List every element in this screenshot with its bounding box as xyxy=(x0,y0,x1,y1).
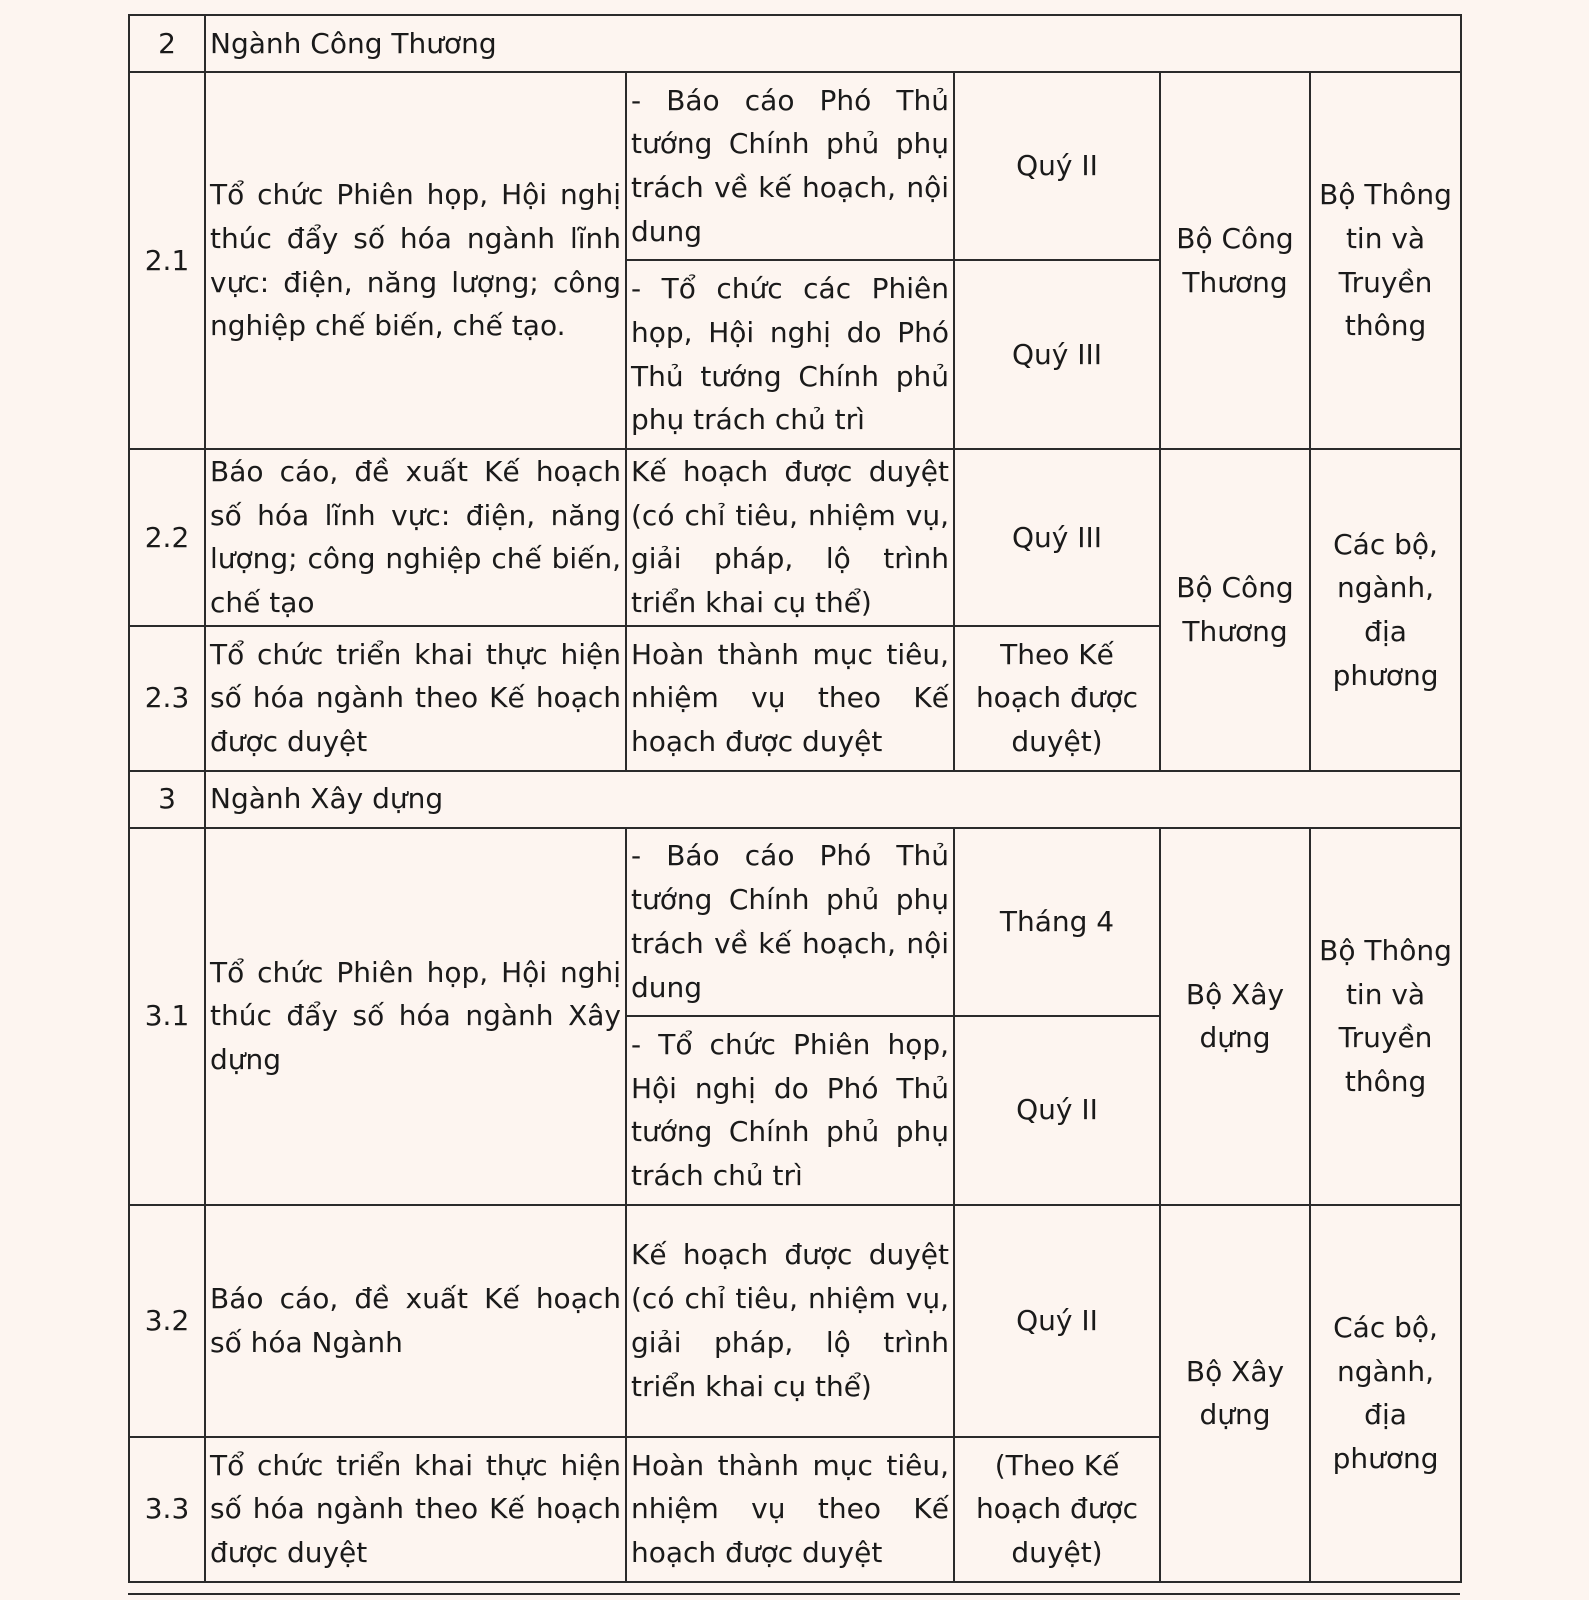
section-number: 3 xyxy=(129,771,205,828)
time-cell: Quý II xyxy=(954,1205,1160,1437)
time-cell: Tháng 4 xyxy=(954,828,1160,1016)
coordinating-agency-cell: Bộ Thông tin và Truyền thông xyxy=(1310,72,1461,449)
table-row xyxy=(129,72,1461,260)
time-cell: Quý III xyxy=(954,449,1160,626)
time-cell: Quý III xyxy=(954,260,1160,449)
row-number: 3.1 xyxy=(129,828,205,1205)
task-cell: Báo cáo, đề xuất Kế hoạch số hóa Ngành xyxy=(205,1205,626,1437)
row-number: 2.1 xyxy=(129,72,205,449)
product-cell: Kế hoạch được duyệt (có chỉ tiêu, nhiệm vụ, giải pháp, lộ trình triển khai cụ thể) xyxy=(626,1205,954,1437)
section-header-row xyxy=(129,771,1461,828)
row-number: 3.2 xyxy=(129,1205,205,1437)
time-cell: (Theo Kế hoạch được duyệt) xyxy=(954,1437,1160,1582)
plan-table xyxy=(128,14,1462,1583)
section-header-row xyxy=(129,15,1461,72)
product-cell: Hoàn thành mục tiêu, nhiệm vụ theo Kế hoạch được duyệt xyxy=(626,1437,954,1582)
coordinating-agency-cell: Các bộ, ngành, địa phương xyxy=(1310,449,1461,771)
lead-agency-cell: Bộ Công Thương xyxy=(1160,449,1310,771)
time-cell: Quý II xyxy=(954,72,1160,260)
lead-agency-cell: Bộ Công Thương xyxy=(1160,72,1310,449)
product-cell: - Báo cáo Phó Thủ tướng Chính phủ phụ trách về kế hoạch, nội dung xyxy=(626,72,954,260)
time-cell: Theo Kế hoạch được duyệt) xyxy=(954,626,1160,771)
product-cell: - Tổ chức Phiên họp, Hội nghị do Phó Thủ tướng Chính phủ phụ trách chủ trì xyxy=(626,1016,954,1205)
table-row xyxy=(129,1205,1461,1437)
time-cell: Quý II xyxy=(954,1016,1160,1205)
row-number: 2.3 xyxy=(129,626,205,771)
section-number: 2 xyxy=(129,15,205,72)
section-title: Ngành Xây dựng xyxy=(205,771,1461,828)
table-row xyxy=(129,828,1461,1016)
lead-agency-cell: Bộ Xây dựng xyxy=(1160,828,1310,1205)
task-cell: Tổ chức Phiên họp, Hội nghị thúc đẩy số hóa ngành Xây dựng xyxy=(205,828,626,1205)
task-cell: Tổ chức triển khai thực hiện số hóa ngành theo Kế hoạch được duyệt xyxy=(205,626,626,771)
product-cell: - Báo cáo Phó Thủ tướng Chính phủ phụ trách về kế hoạch, nội dung xyxy=(626,828,954,1016)
coordinating-agency-cell: Các bộ, ngành, địa phương xyxy=(1310,1205,1461,1582)
task-cell: Báo cáo, đề xuất Kế hoạch số hóa lĩnh vực: điện, năng lượng; công nghiệp chế biến, chế tạo xyxy=(205,449,626,626)
product-cell: Kế hoạch được duyệt (có chỉ tiêu, nhiệm vụ, giải pháp, lộ trình triển khai cụ thể) xyxy=(626,449,954,626)
task-cell: Tổ chức triển khai thực hiện số hóa ngành theo Kế hoạch được duyệt xyxy=(205,1437,626,1582)
row-number: 3.3 xyxy=(129,1437,205,1582)
row-number: 2.2 xyxy=(129,449,205,626)
lead-agency-cell: Bộ Xây dựng xyxy=(1160,1205,1310,1582)
next-row-border xyxy=(128,1593,1460,1595)
product-cell: - Tổ chức các Phiên họp, Hội nghị do Phó Thủ tướng Chính phủ phụ trách chủ trì xyxy=(626,260,954,449)
section-title: Ngành Công Thương xyxy=(205,15,1461,72)
product-cell: Hoàn thành mục tiêu, nhiệm vụ theo Kế hoạch được duyệt xyxy=(626,626,954,771)
table-row xyxy=(129,449,1461,626)
coordinating-agency-cell: Bộ Thông tin và Truyền thông xyxy=(1310,828,1461,1205)
task-cell: Tổ chức Phiên họp, Hội nghị thúc đẩy số hóa ngành lĩnh vực: điện, năng lượng; công nghiệp chế biến, chế tạo. xyxy=(205,72,626,449)
